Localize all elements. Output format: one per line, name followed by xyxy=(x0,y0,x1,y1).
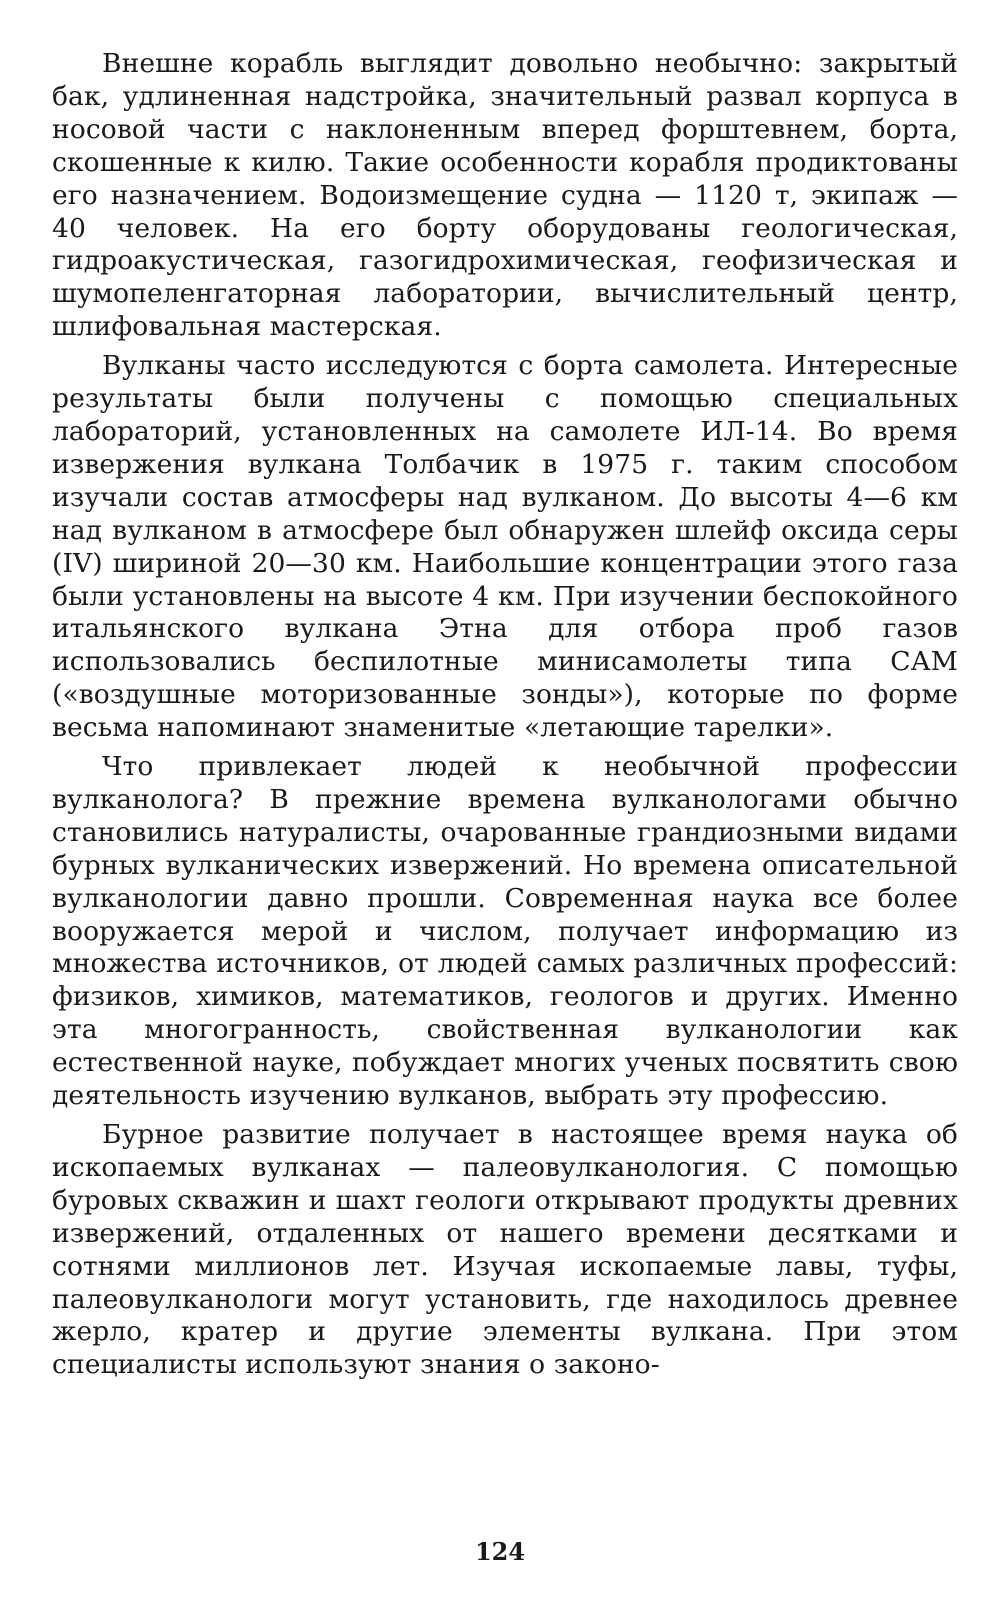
paragraph-paleovolcanology: Бурное развитие получает в настоящее время наука об ископаемых вулканах — палеовулканология. С помощью буровых скважин и шахт геологи открывают продукты древних извержений, отдаленных от нашего времени десятками и сотнями миллионов лет. Изучая ископаемые лавы, туфы, палеовулканологи могут установить, где находилось древнее жерло, кратер и другие элементы вулкана. При этом специалисты используют знания о законо- xyxy=(52,1119,958,1381)
page-body xyxy=(52,48,958,1518)
paragraph-volcanologist-profession: Что привлекает людей к необычной профессии вулканолога? В прежние времена вулканологами обычно становились натуралисты, очарованные грандиозными видами бурных вулканических извержений. Но времена описательной вулканологии давно прошли. Современная наука все более вооружается мерой и числом, получает информацию из множества источников, от людей самых различных профессий: физиков, химиков, математиков, геологов и других. Именно эта многогранность, свойственная вулканологии как естественной науке, побуждает многих ученых посвятить свою деятельность изучению вулканов, выбрать эту профессию. xyxy=(52,751,958,1112)
paragraph-ship-description: Внешне корабль выглядит довольно необычно: закрытый бак, удлиненная надстройка, значительный развал корпуса в носовой части с наклоненным вперед форштевнем, борта, скошенные к килю. Такие особенности корабля продиктованы его назначением. Водоизмещение судна — 1120 т, экипаж — 40 человек. На его борту оборудованы геологическая, гидроакустическая, газогидрохимическая, геофизическая и шумопеленгаторная лаборатории, вычислительный центр, шлифовальная мастерская. xyxy=(52,48,958,343)
page-number: 124 xyxy=(474,1537,526,1566)
paragraph-aircraft-research: Вулканы часто исследуются с борта самолета. Интересные результаты были получены с помощью специальных лабораторий, установленных на самолете ИЛ-14. Во время извержения вулкана Толбачик в 1975 г. таким способом изучали состав атмосферы над вулканом. До высоты 4—6 км над вулканом в атмосфере был обнаружен шлейф оксида серы (IV) шириной 20—30 км. Наибольшие концентрации этого газа были установлены на высоте 4 км. При изучении беспокойного итальянского вулкана Этна для отбора проб газов использовались беспилотные минисамолеты типа САМ («воздушные моторизованные зонды»), которые по форме весьма напоминают знаменитые «летающие тарелки». xyxy=(52,350,958,744)
